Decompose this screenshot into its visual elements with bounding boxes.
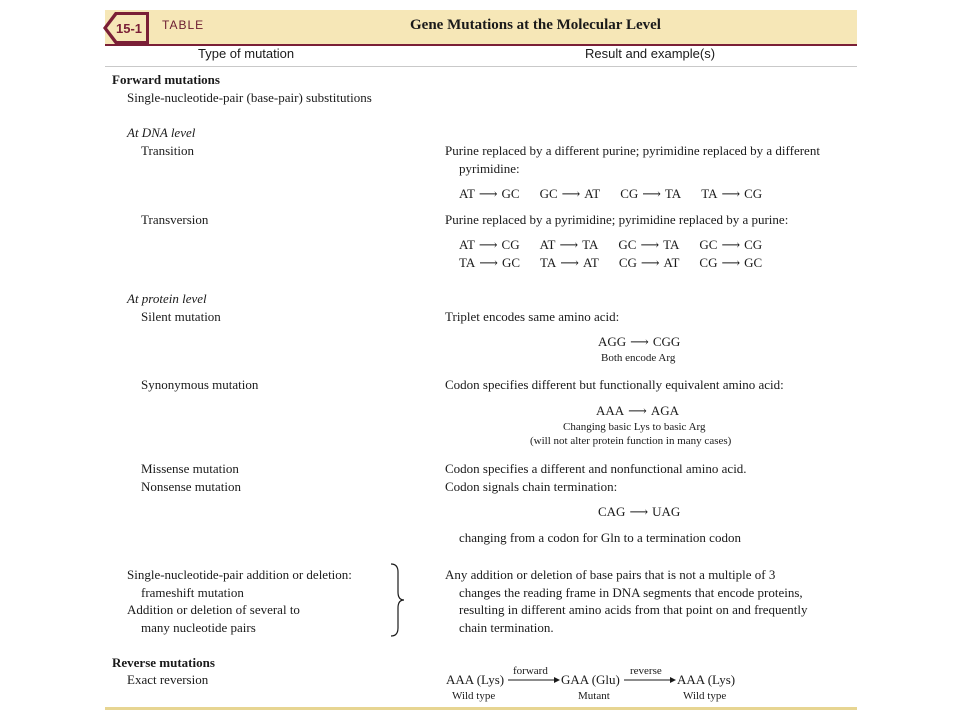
synonymous-note-cont: (will not alter protein function in many cases) <box>530 435 732 447</box>
missense-mutation-description: Codon specifies a different and nonfunctional amino acid. <box>445 461 747 476</box>
long-right-arrow-icon: ⟶ <box>628 403 647 418</box>
frameshift-description: Any addition or deletion of base pairs that is not a multiple of 3 <box>445 567 776 582</box>
codon: AGG <box>598 334 627 349</box>
base-pair: AT <box>582 255 599 270</box>
mutant-codon: GAA (Glu) <box>561 672 620 687</box>
frameshift-description-4: chain termination. <box>459 620 554 635</box>
silent-mutation-label: Silent mutation <box>141 309 221 324</box>
base-pair: AT <box>584 186 601 201</box>
transversion-pair <box>618 236 679 253</box>
base-pair: AT <box>539 237 556 252</box>
wild-type-label: Wild type <box>452 690 496 702</box>
nonsense-codon-change <box>598 503 680 520</box>
base-pair: AT <box>459 237 475 252</box>
base-pair: CG <box>620 186 639 201</box>
codon: AAA <box>596 403 625 418</box>
transversion-pair <box>540 254 599 271</box>
long-right-arrow-icon: ⟶ <box>478 186 498 201</box>
synonymous-note: Changing basic Lys to basic Arg <box>563 421 706 433</box>
transversion-label: Transversion <box>141 212 209 227</box>
transversion-pair <box>459 254 520 271</box>
dna-level-heading: At DNA level <box>127 125 196 140</box>
transition-pair <box>459 185 520 202</box>
multi-pair-label-cont: many nucleotide pairs <box>141 620 256 635</box>
long-right-arrow-icon: ⟶ <box>630 334 649 349</box>
transition-pair <box>540 185 601 202</box>
synonymous-mutation-description: Codon specifies different but functionally equivalent amino acid: <box>445 377 784 392</box>
base-pair: GC <box>539 186 558 201</box>
long-right-arrow-icon: ⟶ <box>721 255 741 270</box>
codon: CAG <box>598 504 626 519</box>
long-right-arrow-icon: ⟶ <box>478 237 498 252</box>
right-brace-icon <box>388 562 408 638</box>
long-right-arrow-icon: ⟶ <box>561 186 581 201</box>
base-pair: AT <box>459 186 475 201</box>
mutant-label: Mutant <box>578 690 610 702</box>
base-pair: TA <box>663 237 680 252</box>
transversion-pair <box>540 236 599 253</box>
table-number: 15-1 <box>115 21 143 36</box>
transversion-examples-row1 <box>459 236 782 253</box>
silent-note: Both encode Arg <box>601 352 676 364</box>
protein-level-heading: At protein level <box>127 291 207 306</box>
bottom-rule <box>105 707 857 710</box>
reverse-mutations-heading: Reverse mutations <box>112 655 215 670</box>
reverse-arrow-label: reverse <box>630 665 662 677</box>
table-number-badge <box>103 12 149 44</box>
wild-type-codon: AAA (Lys) <box>677 672 736 687</box>
base-pair: TA <box>664 186 682 201</box>
page-title: Gene Mutations at the Molecular Level <box>410 17 661 33</box>
base-pair: TA <box>540 255 557 270</box>
transition-pair <box>701 185 762 202</box>
silent-mutation-description: Triplet encodes same amino acid: <box>445 309 620 324</box>
base-pair: GC <box>699 237 718 252</box>
base-pair: CG <box>744 186 763 201</box>
column-header-result: Result and example(s) <box>585 46 716 61</box>
long-right-arrow-icon: ⟶ <box>559 237 579 252</box>
frameshift-description-3: resulting in different amino acids from that point on and frequently <box>459 602 808 617</box>
transversion-pair <box>619 254 680 271</box>
base-pair: CG <box>699 255 718 270</box>
long-right-arrow-icon: ⟶ <box>721 237 741 252</box>
base-pair: GC <box>501 255 520 270</box>
long-right-arrow-icon: ⟶ <box>560 255 579 270</box>
silent-codon-change <box>598 333 680 350</box>
transversion-description: Purine replaced by a pyrimidine; pyrimidine replaced by a purine: <box>445 212 789 227</box>
frameshift-label: Single-nucleotide-pair addition or deletion: <box>127 567 352 582</box>
base-pair: TA <box>582 237 599 252</box>
long-right-arrow-icon <box>508 676 560 684</box>
base-pair: GC <box>501 186 520 201</box>
column-divider <box>105 66 857 67</box>
column-header-type: Type of mutation <box>198 46 295 61</box>
base-pair: CG <box>501 237 520 252</box>
base-pair: CG <box>618 255 637 270</box>
nonsense-mutation-label: Nonsense mutation <box>141 479 242 494</box>
long-right-arrow-icon: ⟶ <box>721 186 741 201</box>
base-pair: TA <box>701 186 718 201</box>
long-right-arrow-icon: ⟶ <box>640 255 660 270</box>
transversion-pair <box>459 236 520 253</box>
transition-examples <box>459 185 782 202</box>
substitutions-subheading: Single-nucleotide-pair (base-pair) substitutions <box>127 90 372 105</box>
transition-description: Purine replaced by a different purine; pyrimidine replaced by a different <box>445 143 820 158</box>
long-right-arrow-icon: ⟶ <box>629 504 649 519</box>
wild-type-label: Wild type <box>683 690 727 702</box>
codon: UAG <box>652 504 681 519</box>
wild-type-codon: AAA (Lys) <box>446 672 505 687</box>
table-word: TABLE <box>162 18 205 32</box>
base-pair: GC <box>744 255 763 270</box>
frameshift-label-cont: frameshift mutation <box>141 585 244 600</box>
exact-reversion-label: Exact reversion <box>127 672 209 687</box>
forward-mutations-heading: Forward mutations <box>112 72 220 87</box>
nonsense-mutation-description: Codon signals chain termination: <box>445 479 618 494</box>
base-pair: CG <box>744 237 763 252</box>
multi-pair-label: Addition or deletion of several to <box>127 602 300 617</box>
base-pair: AT <box>663 255 680 270</box>
codon: AGA <box>650 403 679 418</box>
transition-description-cont: pyrimidine: <box>459 161 520 176</box>
codon: CGG <box>652 334 681 349</box>
synonymous-codon-change <box>596 402 679 419</box>
long-right-arrow-icon: ⟶ <box>479 255 498 270</box>
transversion-examples-row2 <box>459 254 782 271</box>
long-right-arrow-icon: ⟶ <box>640 237 660 252</box>
transversion-pair <box>699 254 762 271</box>
long-right-arrow-icon: ⟶ <box>642 186 661 201</box>
frameshift-description-2: changes the reading frame in DNA segments that encode proteins, <box>459 585 803 600</box>
forward-arrow-label: forward <box>513 665 548 677</box>
base-pair: GC <box>618 237 637 252</box>
transition-label: Transition <box>141 143 194 158</box>
transition-pair <box>620 185 681 202</box>
nonsense-note: changing from a codon for Gln to a termination codon <box>459 530 741 545</box>
base-pair: TA <box>459 255 476 270</box>
synonymous-mutation-label: Synonymous mutation <box>141 377 259 392</box>
long-right-arrow-icon <box>624 676 676 684</box>
transversion-pair <box>699 236 762 253</box>
missense-mutation-label: Missense mutation <box>141 461 239 476</box>
